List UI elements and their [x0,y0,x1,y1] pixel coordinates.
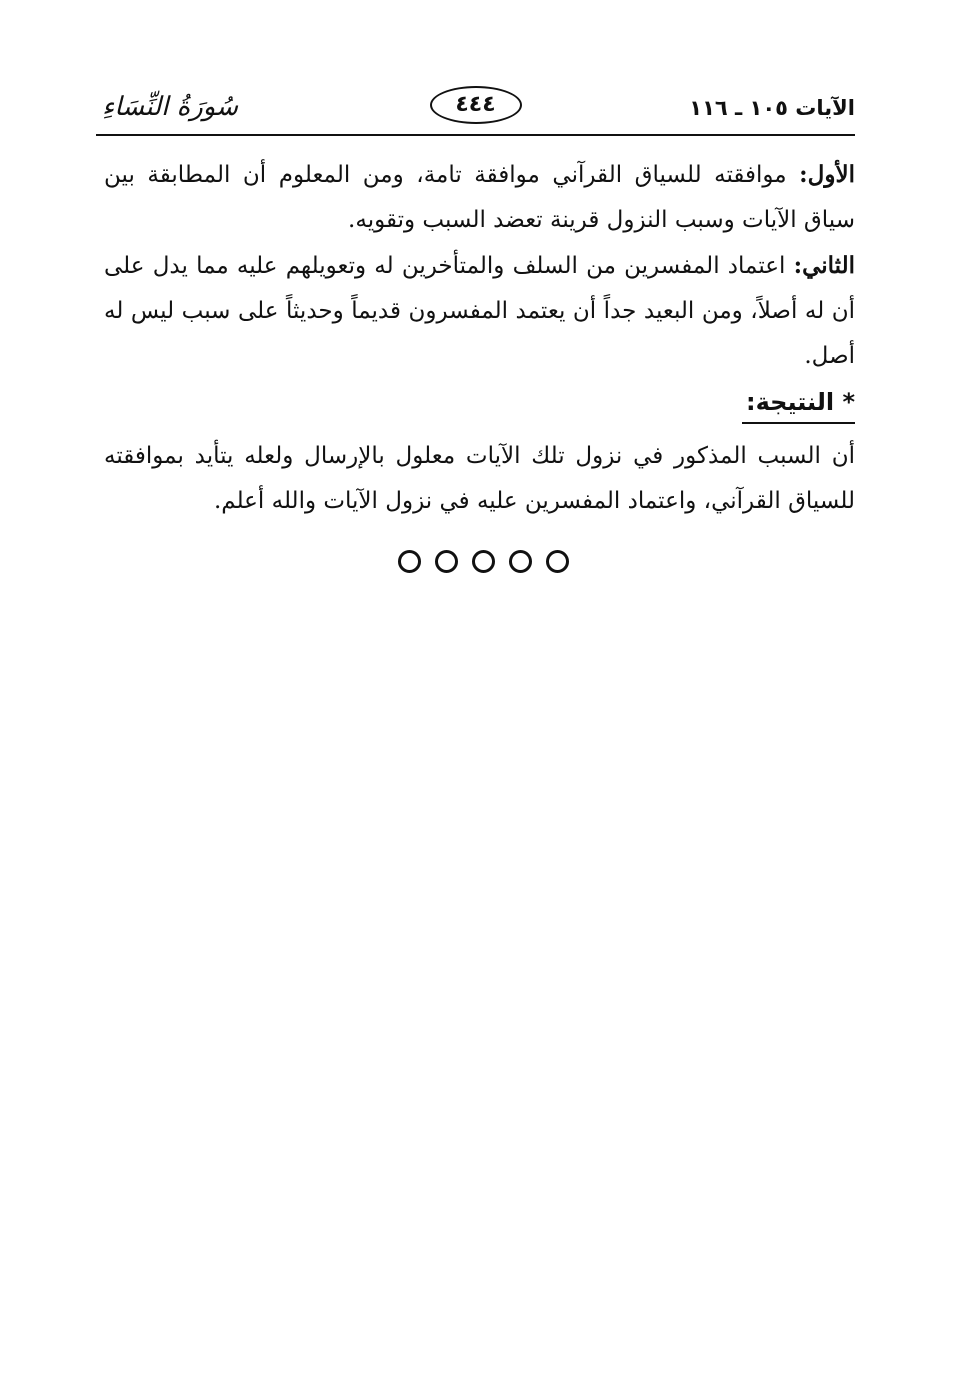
argument-first [104,152,855,243]
header-rule [96,134,855,136]
arguments-section [104,152,855,379]
ornament-ring-icon [472,550,495,573]
ornament-ring-icon [398,550,421,573]
page-number-frame [430,86,522,124]
ornament-ring-icon [546,550,569,573]
page-number: ٤٤٤ [455,92,496,117]
argument-second [104,243,855,379]
ornament-ring-icon [435,550,458,573]
section-end-ornament [0,550,967,577]
result-section [104,388,855,524]
page-header [96,86,855,142]
result-heading: * النتيجة: [742,388,855,424]
argument-second-lead: الثاني: [793,252,855,279]
surah-name: سُورَةُ النِّسَاءِ [102,92,238,122]
argument-second-text: اعتماد المفسرين من السلف والمتأخرين له وتعويلهم عليه مما يدل على أن له أصلاً، ومن البعيد جداً أن يعتمد المفسرون قديماً وحديثاً على سبب ليس له أصل. [104,253,855,369]
result-text: أن السبب المذكور في نزول تلك الآيات معلول بالإرسال ولعله يتأيد بموافقته للسياق القرآني، واعتماد المفسرين عليه في نزول الآيات والله أعلم. [104,443,855,514]
argument-first-text: موافقته للسياق القرآني موافقة تامة، ومن المعلوم أن المطابقة بين سياق الآيات وسبب النزول قرينة تعضد السبب وتقويه. [104,162,855,233]
ornament-ring-icon [509,550,532,573]
verses-range: الآيات ١٠٥ ـ ١١٦ [689,96,855,120]
argument-first-lead: الأول: [799,161,855,188]
